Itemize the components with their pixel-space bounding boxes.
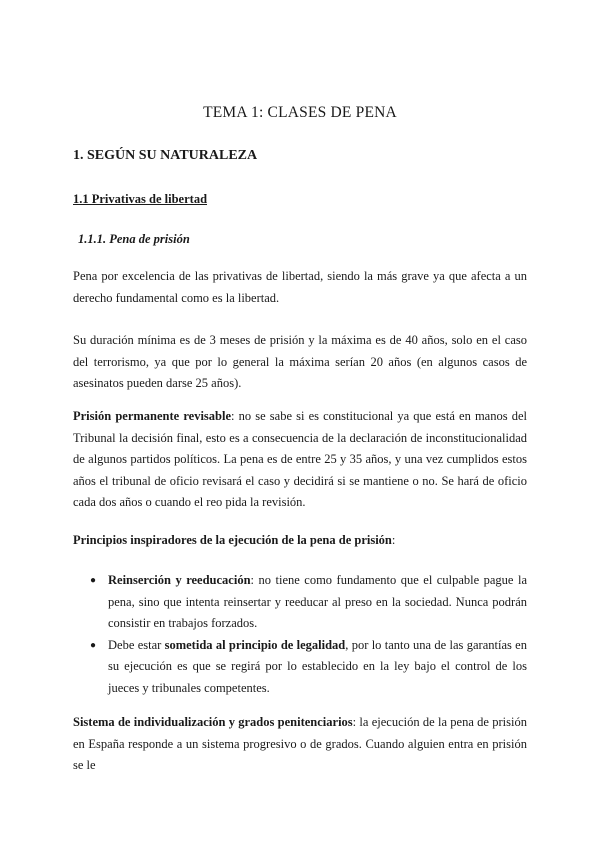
list-item-text: : no tiene como fundamento que el culpable pague la pena, sino que intenta reinsertar y reeducar al preso en la sociedad. Nunca podrán consistir en trabajos forzados. xyxy=(108,573,527,630)
bullet-icon: ● xyxy=(90,639,97,651)
subsection-heading: 1.1 Privativas de libertad xyxy=(73,192,208,206)
bullet-icon: ● xyxy=(90,575,97,586)
list-item xyxy=(73,635,527,700)
paragraph-text: : xyxy=(391,533,396,547)
principles-heading xyxy=(73,530,527,552)
section-heading: 1. SEGÚN SU NATURALEZA xyxy=(73,148,258,163)
bold-term: sometida al principio de legalidad xyxy=(164,637,346,652)
paragraph-definition: Pena por excelencia de las privativas de libertad, siendo la más grave ya que afecta a un derecho fundamental como es la libertad. xyxy=(73,269,527,305)
paragraph-text: : no se sabe si es constitucional ya que está en manos del Tribunal la decisión final, esto es a consecuencia de la declaración de inconstitucionalidad de algunos partidos políticos. La pena es de entre 25 y 35 años, y una vez cumplidos estos años el tribunal de oficio revisará el caso y decidirá si se mantiene o no. Se hará de oficio cada dos años o cuando el reo pida la revisión. xyxy=(73,409,527,509)
bold-term: Reinserción y reeducación xyxy=(108,573,251,587)
list-item-text: , por lo tanto una de las garantías en su ejecución es que se regirá por lo establecido en la ley bajo el control de los jueces y tribunales competentes. xyxy=(108,637,527,695)
paragraph-text: : la ejecución de la pena de prisión en España responde a un sistema progresivo o de grados. Cuando alguien entra en prisión se le xyxy=(73,715,527,772)
paragraph-permanent-prison xyxy=(73,406,527,514)
paragraph-duration: Su duración mínima es de 3 meses de prisión y la máxima es de 40 años, solo en el caso del terrorismo, ya que por lo general la máxima serían 20 años (en algunos casos de asesinatos pueden darse 25 años). xyxy=(73,333,527,390)
bold-term: Sistema de individualización y grados penitenciarios xyxy=(73,715,353,729)
paragraph-individualization xyxy=(73,712,527,777)
bold-term: Principios inspiradores de la ejecución de la pena de prisión xyxy=(73,533,392,547)
subsubsection-heading: 1.1.1. Pena de prisión xyxy=(78,232,190,246)
list-item-text: Debe estar xyxy=(108,637,165,652)
bold-term: Prisión permanente revisable xyxy=(73,409,232,423)
list-item xyxy=(73,570,527,635)
document-title: TEMA 1: CLASES DE PENA xyxy=(203,104,397,121)
principles-list xyxy=(73,570,527,699)
